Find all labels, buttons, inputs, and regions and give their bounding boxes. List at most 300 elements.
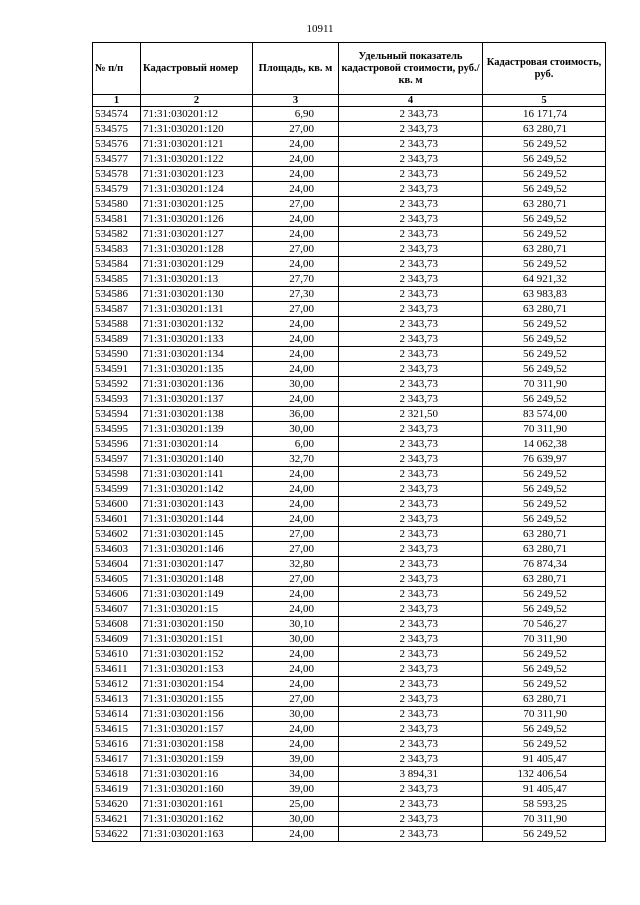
table-row: [93, 392, 606, 407]
specific-value: 2 343,73: [339, 662, 483, 677]
row-index: 534606: [93, 587, 141, 602]
cadastral-value: 56 249,52: [483, 257, 606, 272]
cadastral-value: 56 249,52: [483, 392, 606, 407]
cadastral-value: 63 280,71: [483, 692, 606, 707]
table-row: [93, 407, 606, 422]
area: 24,00: [253, 467, 339, 482]
cadastral-number: 71:31:030201:155: [141, 692, 253, 707]
area: 6,90: [253, 107, 339, 122]
area: 39,00: [253, 782, 339, 797]
cadastral-number: 71:31:030201:121: [141, 137, 253, 152]
row-index: 534616: [93, 737, 141, 752]
row-index: 534614: [93, 707, 141, 722]
table-row: [93, 797, 606, 812]
table-row: [93, 527, 606, 542]
cadastral-value: 63 280,71: [483, 197, 606, 212]
cadastral-number: 71:31:030201:133: [141, 332, 253, 347]
table-row: [93, 827, 606, 842]
cadastral-value: 70 546,27: [483, 617, 606, 632]
specific-value: 2 343,73: [339, 812, 483, 827]
row-index: 534585: [93, 272, 141, 287]
table-row: [93, 302, 606, 317]
cadastral-number: 71:31:030201:127: [141, 227, 253, 242]
table-row: [93, 227, 606, 242]
cadastral-value: 56 249,52: [483, 467, 606, 482]
table-row: [93, 572, 606, 587]
area: 24,00: [253, 482, 339, 497]
specific-value: 2 343,73: [339, 167, 483, 182]
area: 24,00: [253, 347, 339, 362]
table-row: [93, 647, 606, 662]
row-index: 534582: [93, 227, 141, 242]
row-index: 534603: [93, 542, 141, 557]
area: 27,00: [253, 197, 339, 212]
cadastral-value: 132 406,54: [483, 767, 606, 782]
cadastral-number: 71:31:030201:161: [141, 797, 253, 812]
area: 25,00: [253, 797, 339, 812]
area: 24,00: [253, 392, 339, 407]
area: 36,00: [253, 407, 339, 422]
specific-value: 2 343,73: [339, 542, 483, 557]
specific-value: 2 343,73: [339, 137, 483, 152]
table-row: [93, 377, 606, 392]
cadastral-value: 70 311,90: [483, 632, 606, 647]
cadastral-number: 71:31:030201:136: [141, 377, 253, 392]
area: 24,00: [253, 497, 339, 512]
table-row: [93, 467, 606, 482]
cadastral-number: 71:31:030201:157: [141, 722, 253, 737]
cadastral-number: 71:31:030201:128: [141, 242, 253, 257]
area: 27,00: [253, 527, 339, 542]
cadastral-value: 91 405,47: [483, 782, 606, 797]
cadastral-number: 71:31:030201:123: [141, 167, 253, 182]
table-row: [93, 362, 606, 377]
cadastral-value: 70 311,90: [483, 707, 606, 722]
specific-value: 2 343,73: [339, 347, 483, 362]
table-row: [93, 602, 606, 617]
specific-value: 2 343,73: [339, 677, 483, 692]
table-row: [93, 212, 606, 227]
table-row: [93, 347, 606, 362]
specific-value: 2 343,73: [339, 512, 483, 527]
row-index: 534594: [93, 407, 141, 422]
table-row: [93, 422, 606, 437]
specific-value: 2 343,73: [339, 302, 483, 317]
cadastral-value: 58 593,25: [483, 797, 606, 812]
specific-value: 2 343,73: [339, 572, 483, 587]
specific-value: 2 343,73: [339, 632, 483, 647]
cadastral-number: 71:31:030201:145: [141, 527, 253, 542]
column-number: 5: [483, 95, 606, 107]
cadastral-value: 56 249,52: [483, 332, 606, 347]
area: 27,00: [253, 572, 339, 587]
table-row: [93, 122, 606, 137]
cadastral-number: 71:31:030201:148: [141, 572, 253, 587]
row-index: 534604: [93, 557, 141, 572]
cadastral-number: 71:31:030201:144: [141, 512, 253, 527]
cadastral-value: 63 280,71: [483, 242, 606, 257]
specific-value: 2 343,73: [339, 452, 483, 467]
table-row: [93, 692, 606, 707]
specific-value: 2 343,73: [339, 317, 483, 332]
row-index: 534601: [93, 512, 141, 527]
cadastral-number: 71:31:030201:16: [141, 767, 253, 782]
specific-value: 2 343,73: [339, 752, 483, 767]
column-number: 1: [93, 95, 141, 107]
cadastral-number: 71:31:030201:13: [141, 272, 253, 287]
cadastral-value: 56 249,52: [483, 212, 606, 227]
cadastral-value: 56 249,52: [483, 677, 606, 692]
cadastral-value: 56 249,52: [483, 347, 606, 362]
area: 24,00: [253, 332, 339, 347]
specific-value: 2 343,73: [339, 557, 483, 572]
area: 24,00: [253, 587, 339, 602]
cadastral-value: 63 280,71: [483, 302, 606, 317]
cadastral-value: 16 171,74: [483, 107, 606, 122]
row-index: 534619: [93, 782, 141, 797]
cadastral-value: 83 574,00: [483, 407, 606, 422]
area: 24,00: [253, 257, 339, 272]
cadastral-number: 71:31:030201:131: [141, 302, 253, 317]
cadastral-number: 71:31:030201:137: [141, 392, 253, 407]
cadastral-number: 71:31:030201:129: [141, 257, 253, 272]
specific-value: 2 343,73: [339, 602, 483, 617]
cadastral-number: 71:31:030201:132: [141, 317, 253, 332]
cadastral-value: 63 983,83: [483, 287, 606, 302]
area: 27,00: [253, 692, 339, 707]
specific-value: 2 343,73: [339, 782, 483, 797]
area: 27,00: [253, 242, 339, 257]
table-row: [93, 737, 606, 752]
row-index: 534602: [93, 527, 141, 542]
area: 34,00: [253, 767, 339, 782]
specific-value: 2 343,73: [339, 287, 483, 302]
column-number-row: [93, 95, 606, 107]
cadastral-number: 71:31:030201:135: [141, 362, 253, 377]
specific-value: 2 343,73: [339, 707, 483, 722]
cadastral-value: 56 249,52: [483, 317, 606, 332]
area: 27,30: [253, 287, 339, 302]
cadastral-number: 71:31:030201:147: [141, 557, 253, 572]
cadastral-value: 56 249,52: [483, 827, 606, 842]
specific-value: 2 343,73: [339, 212, 483, 227]
cadastral-value: 56 249,52: [483, 512, 606, 527]
page-number: 10911: [306, 23, 334, 35]
cadastral-value: 56 249,52: [483, 662, 606, 677]
area: 32,70: [253, 452, 339, 467]
row-index: 534591: [93, 362, 141, 377]
table-row: [93, 617, 606, 632]
specific-value: 2 343,73: [339, 242, 483, 257]
cadastral-number: 71:31:030201:151: [141, 632, 253, 647]
cadastral-number: 71:31:030201:122: [141, 152, 253, 167]
specific-value: 2 343,73: [339, 737, 483, 752]
cadastral-value: 63 280,71: [483, 527, 606, 542]
area: 24,00: [253, 737, 339, 752]
cadastral-number: 71:31:030201:126: [141, 212, 253, 227]
table-row: [93, 587, 606, 602]
cadastral-value: 56 249,52: [483, 227, 606, 242]
row-index: 534590: [93, 347, 141, 362]
header-specific-value: Удельный показатель кадастровой стоимости, руб./кв. м: [339, 43, 483, 95]
table-row: [93, 497, 606, 512]
cadastral-number: 71:31:030201:138: [141, 407, 253, 422]
row-index: 534605: [93, 572, 141, 587]
row-index: 534575: [93, 122, 141, 137]
table-row: [93, 167, 606, 182]
area: 39,00: [253, 752, 339, 767]
cadastral-number: 71:31:030201:141: [141, 467, 253, 482]
cadastral-value: 56 249,52: [483, 722, 606, 737]
row-index: 534579: [93, 182, 141, 197]
table-row: [93, 722, 606, 737]
row-index: 534618: [93, 767, 141, 782]
table-row: [93, 317, 606, 332]
cadastral-number: 71:31:030201:153: [141, 662, 253, 677]
row-index: 534587: [93, 302, 141, 317]
cadastral-value: 63 280,71: [483, 542, 606, 557]
cadastral-number: 71:31:030201:163: [141, 827, 253, 842]
area: 32,80: [253, 557, 339, 572]
area: 27,00: [253, 542, 339, 557]
specific-value: 2 343,73: [339, 647, 483, 662]
row-index: 534620: [93, 797, 141, 812]
area: 30,00: [253, 812, 339, 827]
table-row: [93, 542, 606, 557]
area: 24,00: [253, 677, 339, 692]
specific-value: 2 343,73: [339, 227, 483, 242]
cadastral-number: 71:31:030201:158: [141, 737, 253, 752]
area: 24,00: [253, 212, 339, 227]
specific-value: 2 343,73: [339, 182, 483, 197]
cadastral-value: 56 249,52: [483, 587, 606, 602]
table-row: [93, 437, 606, 452]
specific-value: 2 343,73: [339, 482, 483, 497]
specific-value: 3 894,31: [339, 767, 483, 782]
specific-value: 2 343,73: [339, 797, 483, 812]
cadastral-number: 71:31:030201:15: [141, 602, 253, 617]
specific-value: 2 343,73: [339, 152, 483, 167]
row-index: 534574: [93, 107, 141, 122]
specific-value: 2 343,73: [339, 422, 483, 437]
area: 24,00: [253, 167, 339, 182]
table-row: [93, 197, 606, 212]
table-row: [93, 512, 606, 527]
specific-value: 2 343,73: [339, 617, 483, 632]
area: 24,00: [253, 602, 339, 617]
area: 30,00: [253, 422, 339, 437]
cadastral-number: 71:31:030201:120: [141, 122, 253, 137]
table-row: [93, 452, 606, 467]
area: 30,00: [253, 707, 339, 722]
header-index: № п/п: [93, 43, 141, 95]
area: 24,00: [253, 722, 339, 737]
row-index: 534577: [93, 152, 141, 167]
cadastral-value: 76 639,97: [483, 452, 606, 467]
cadastral-number: 71:31:030201:150: [141, 617, 253, 632]
cadastral-number: 71:31:030201:140: [141, 452, 253, 467]
area: 24,00: [253, 182, 339, 197]
table-row: [93, 782, 606, 797]
cadastral-value: 56 249,52: [483, 167, 606, 182]
specific-value: 2 343,73: [339, 122, 483, 137]
cadastral-value: 56 249,52: [483, 497, 606, 512]
table-row: [93, 662, 606, 677]
area: 27,00: [253, 122, 339, 137]
cadastral-number: 71:31:030201:152: [141, 647, 253, 662]
row-index: 534580: [93, 197, 141, 212]
area: 24,00: [253, 827, 339, 842]
cadastral-value: 70 311,90: [483, 377, 606, 392]
cadastral-number: 71:31:030201:162: [141, 812, 253, 827]
row-index: 534593: [93, 392, 141, 407]
row-index: 534592: [93, 377, 141, 392]
cadastral-number: 71:31:030201:142: [141, 482, 253, 497]
specific-value: 2 343,73: [339, 827, 483, 842]
column-number: 3: [253, 95, 339, 107]
column-number: 4: [339, 95, 483, 107]
specific-value: 2 343,73: [339, 722, 483, 737]
area: 24,00: [253, 317, 339, 332]
row-index: 534595: [93, 422, 141, 437]
specific-value: 2 343,73: [339, 107, 483, 122]
row-index: 534588: [93, 317, 141, 332]
row-index: 534581: [93, 212, 141, 227]
row-index: 534609: [93, 632, 141, 647]
cadastral-value: 76 874,34: [483, 557, 606, 572]
cadastral-value: 70 311,90: [483, 422, 606, 437]
cadastral-value: 56 249,52: [483, 482, 606, 497]
cadastral-number: 71:31:030201:12: [141, 107, 253, 122]
row-index: 534597: [93, 452, 141, 467]
cadastral-value: 56 249,52: [483, 602, 606, 617]
specific-value: 2 343,73: [339, 257, 483, 272]
row-index: 534621: [93, 812, 141, 827]
row-index: 534611: [93, 662, 141, 677]
header-cadastral-number: Кадастровый номер: [141, 43, 253, 95]
cadastral-value: 63 280,71: [483, 572, 606, 587]
cadastral-value: 56 249,52: [483, 647, 606, 662]
specific-value: 2 343,73: [339, 362, 483, 377]
area: 24,00: [253, 512, 339, 527]
area: 30,10: [253, 617, 339, 632]
column-number: 2: [141, 95, 253, 107]
specific-value: 2 343,73: [339, 332, 483, 347]
cadastral-value: 14 062,38: [483, 437, 606, 452]
table-row: [93, 182, 606, 197]
cadastral-number: 71:31:030201:160: [141, 782, 253, 797]
specific-value: 2 343,73: [339, 392, 483, 407]
cadastral-value-table: [92, 42, 606, 842]
table-row: [93, 332, 606, 347]
table-row: [93, 557, 606, 572]
table-row: [93, 482, 606, 497]
specific-value: 2 343,73: [339, 377, 483, 392]
table-row: [93, 632, 606, 647]
row-index: 534586: [93, 287, 141, 302]
row-index: 534583: [93, 242, 141, 257]
header-area: Площадь, кв. м: [253, 43, 339, 95]
cadastral-value: 56 249,52: [483, 182, 606, 197]
specific-value: 2 343,73: [339, 467, 483, 482]
cadastral-value: 70 311,90: [483, 812, 606, 827]
table-row: [93, 107, 606, 122]
row-index: 534578: [93, 167, 141, 182]
specific-value: 2 343,73: [339, 437, 483, 452]
cadastral-number: 71:31:030201:139: [141, 422, 253, 437]
row-index: 534576: [93, 137, 141, 152]
cadastral-value: 64 921,32: [483, 272, 606, 287]
area: 27,70: [253, 272, 339, 287]
row-index: 534622: [93, 827, 141, 842]
row-index: 534612: [93, 677, 141, 692]
header-cadastral-value: Кадастровая стоимость, руб.: [483, 43, 606, 95]
table-row: [93, 272, 606, 287]
cadastral-number: 71:31:030201:159: [141, 752, 253, 767]
area: 24,00: [253, 362, 339, 377]
table-row: [93, 257, 606, 272]
specific-value: 2 343,73: [339, 497, 483, 512]
row-index: 534617: [93, 752, 141, 767]
row-index: 534615: [93, 722, 141, 737]
cadastral-number: 71:31:030201:146: [141, 542, 253, 557]
table-row: [93, 752, 606, 767]
cadastral-value: 91 405,47: [483, 752, 606, 767]
row-index: 534608: [93, 617, 141, 632]
table-row: [93, 137, 606, 152]
table-row: [93, 812, 606, 827]
area: 30,00: [253, 632, 339, 647]
specific-value: 2 343,73: [339, 587, 483, 602]
table-row: [93, 242, 606, 257]
row-index: 534598: [93, 467, 141, 482]
cadastral-value: 56 249,52: [483, 362, 606, 377]
cadastral-value: 56 249,52: [483, 737, 606, 752]
cadastral-number: 71:31:030201:154: [141, 677, 253, 692]
specific-value: 2 343,73: [339, 527, 483, 542]
cadastral-number: 71:31:030201:134: [141, 347, 253, 362]
cadastral-number: 71:31:030201:124: [141, 182, 253, 197]
cadastral-number: 71:31:030201:130: [141, 287, 253, 302]
table-row: [93, 707, 606, 722]
area: 30,00: [253, 377, 339, 392]
area: 24,00: [253, 137, 339, 152]
area: 24,00: [253, 227, 339, 242]
specific-value: 2 343,73: [339, 272, 483, 287]
specific-value: 2 343,73: [339, 197, 483, 212]
area: 27,00: [253, 302, 339, 317]
table-row: [93, 152, 606, 167]
row-index: 534599: [93, 482, 141, 497]
row-index: 534607: [93, 602, 141, 617]
specific-value: 2 321,50: [339, 407, 483, 422]
row-index: 534600: [93, 497, 141, 512]
area: 6,00: [253, 437, 339, 452]
table-row: [93, 677, 606, 692]
cadastral-value: 56 249,52: [483, 152, 606, 167]
specific-value: 2 343,73: [339, 692, 483, 707]
area: 24,00: [253, 152, 339, 167]
cadastral-number: 71:31:030201:149: [141, 587, 253, 602]
cadastral-number: 71:31:030201:125: [141, 197, 253, 212]
table-row: [93, 287, 606, 302]
row-index: 534589: [93, 332, 141, 347]
area: 24,00: [253, 647, 339, 662]
cadastral-number: 71:31:030201:143: [141, 497, 253, 512]
cadastral-number: 71:31:030201:156: [141, 707, 253, 722]
row-index: 534610: [93, 647, 141, 662]
cadastral-value: 63 280,71: [483, 122, 606, 137]
